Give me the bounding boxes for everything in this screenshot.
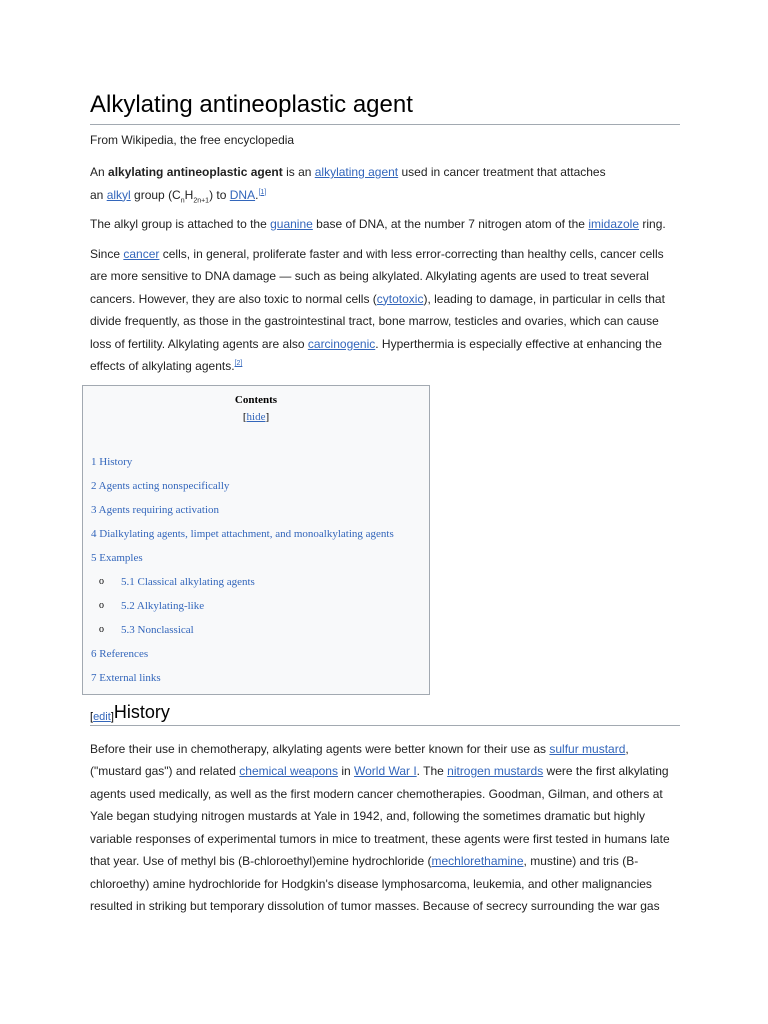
toc-item-external-links[interactable]: 7 External links xyxy=(91,671,161,684)
toc-item-activation[interactable]: 3 Agents requiring activation xyxy=(91,503,219,516)
link-nitrogen-mustards[interactable]: nitrogen mustards xyxy=(447,764,544,778)
link-cytotoxic[interactable]: cytotoxic xyxy=(376,291,424,306)
toc-list xyxy=(91,454,421,694)
toc-item-history[interactable]: 1 History xyxy=(91,455,133,468)
reference-2[interactable]: [2] xyxy=(234,360,243,367)
link-alkyl[interactable]: alkyl xyxy=(106,187,131,202)
edit-section-link: [edit] xyxy=(90,710,114,723)
bullet-icon: o xyxy=(99,623,104,635)
edit-link[interactable]: edit xyxy=(93,710,111,723)
link-guanine[interactable]: guanine xyxy=(270,217,313,231)
bold-term: alkylating antineoplastic agent xyxy=(108,165,283,179)
link-chemical-weapons[interactable]: chemical weapons xyxy=(239,764,338,778)
intro-paragraph-3: Since cancer cells, in general, proliferate faster and with less error-correcting than healthy cells, cancer cells are more sensitive to DNA damage — such as being alkylated. Alkylating agents are used to treat several cancers. However, they are also toxic to normal cells (cytotoxic), leading to damage, in particular in cells that divide frequently, as those in the gastrointestinal tract, bone marrow, testicles and ovaries, which can cause loss of fertility. Alkylating agents are also carcinogenic. Hyperthermia is especially effective at enhancing the effects of alkylating agents.[2] xyxy=(90,246,665,373)
link-sulfur-mustard[interactable]: sulfur mustard xyxy=(549,741,626,756)
bullet-icon: o xyxy=(99,575,104,587)
link-imidazole[interactable]: imidazole xyxy=(588,217,640,231)
link-world-war-i[interactable]: World War I xyxy=(354,764,417,778)
article xyxy=(90,88,680,925)
toc-title: Contents xyxy=(234,393,278,406)
toc-subitem-classical[interactable]: o 5.1 Classical alkylating agents xyxy=(99,575,255,588)
link-carcinogenic[interactable]: carcinogenic xyxy=(307,336,376,351)
link-cancer[interactable]: cancer xyxy=(123,246,160,261)
table-of-contents xyxy=(82,385,430,695)
intro-paragraph-2: The alkyl group is attached to the guanine base of DNA, at the number 7 nitrogen atom of the imidazole ring. xyxy=(90,217,666,231)
toc-hide-toggle: [hide] xyxy=(242,410,270,423)
toc-item-dialkylating[interactable]: 4 Dialkylating agents, limpet attachment, and monoalkylating agents xyxy=(91,527,394,540)
toc-hide-link[interactable]: hide xyxy=(246,410,266,423)
toc-item-references[interactable]: 6 References xyxy=(91,647,149,660)
history-section-heading xyxy=(90,697,680,726)
toc-item-nonspecific[interactable]: 2 Agents acting nonspecifically xyxy=(91,479,230,492)
tagline: From Wikipedia, the free encyclopedia xyxy=(90,133,295,147)
link-mechlorethamine[interactable]: mechlorethamine xyxy=(431,854,524,868)
toc-subitem-alkylating-like[interactable]: o 5.2 Alkylating-like xyxy=(99,599,205,612)
toc-item-examples[interactable]: 5 Examples xyxy=(91,551,143,564)
page-title: Alkylating antineoplastic agent xyxy=(90,88,680,125)
toc-subitem-nonclassical[interactable]: o 5.3 Nonclassical xyxy=(99,623,194,636)
bullet-icon: o xyxy=(99,599,104,611)
reference-1[interactable]: [1] xyxy=(258,188,267,196)
link-alkylating-agent[interactable]: alkylating agent xyxy=(314,165,399,179)
history-heading: History xyxy=(113,701,170,722)
link-dna[interactable]: DNA xyxy=(229,187,256,202)
intro-paragraph-1: An alkylating antineoplastic agent is an alkylating agent used in cancer treatment that attaches an alkyl group $(C_nH_{2n+1})$ to DNA.[1] xyxy=(90,165,606,204)
history-paragraph: Before their use in chemotherapy, alkylating agents were better known for their use as sulfur mustard, ("mustard gas") and related chemical weapons in World War I. The nitrogen mustards were the first alkylating agents used medically, as well as the first modern cancer chemotherapies. Goodman, Gilman, and others at Yale began studying nitrogen mustards at Yale in 1942, and, following the sometimes dramatic but highly variable responses of experimental tumors in mice to treatment, these agents were first tested in humans late that year. Use of methyl bis (B-chloroethyl)emine hydrochloride (mechlorethamine, mustine) and tris (B-chloroethy) amine hydrochloride for Hodgkin's disease lymphosarcoma, leukemia, and other malignancies resulted in striking but temporary dissolution of tumor masses. Because of secrecy surrounding the war gas xyxy=(90,741,670,913)
